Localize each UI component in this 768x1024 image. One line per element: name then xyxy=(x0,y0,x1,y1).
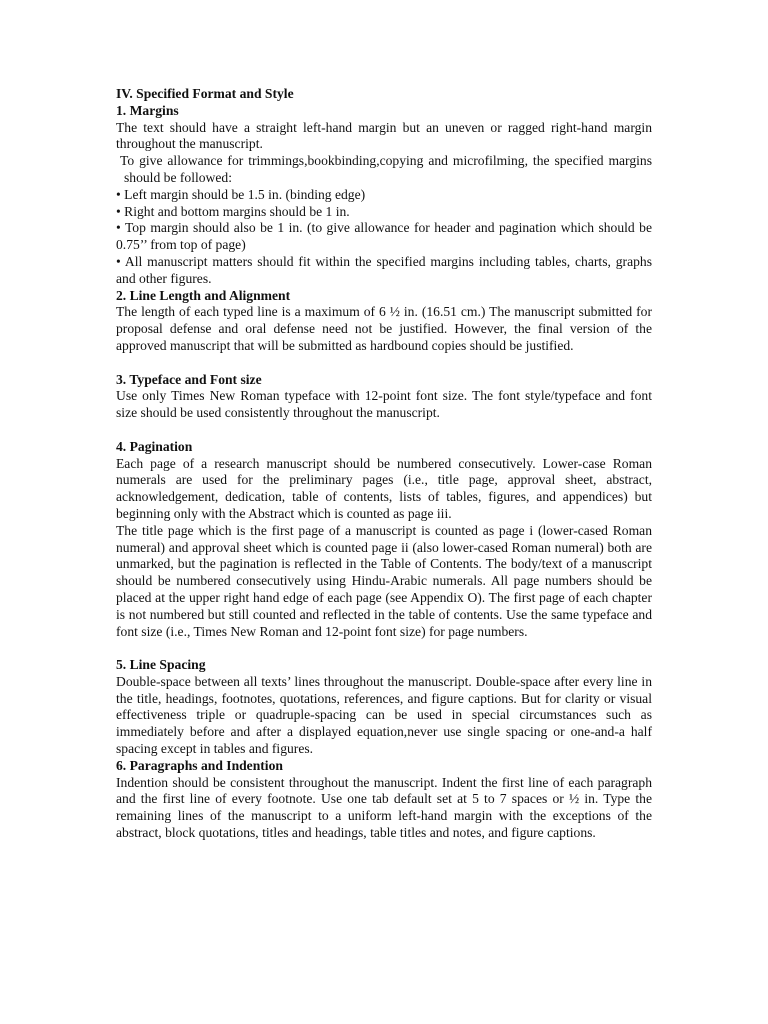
spacer xyxy=(116,640,652,657)
margins-paragraph-2: To give allowance for trimmings,bookbinding,copying and microfilming, the specified margins should be followed: xyxy=(120,153,652,185)
heading-paragraphs: 6. Paragraphs and Indention xyxy=(116,757,283,773)
spacer xyxy=(116,355,652,372)
margins-bullet-fit: • All manuscript matters should fit within the specified margins including tables, charts, graphs and other figures. xyxy=(116,253,652,286)
section-title: IV. Specified Format and Style xyxy=(116,86,294,101)
line-spacing-paragraph: Double-space between all texts’ lines throughout the manuscript. Double-space after every line in the title, headings, footnotes, quotations, references, and figure captions. But for clarity or visual effectiveness triple or quadruple-spacing can be used in special circumstances such as immediately before and after a displayed equation,never use single spacing or one-and-a half spacing except in tables and figures. xyxy=(116,673,652,757)
margins-bullet-left: • Left margin should be 1.5 in. (binding edge) xyxy=(116,186,366,202)
spacer xyxy=(116,422,652,439)
heading-typeface: 3. Typeface and Font size xyxy=(116,371,262,387)
pagination-paragraph-1: Each page of a research manuscript should be numbered consecutively. Lower-case Roman numerals are used for the preliminary pages (i.e., title page, approval sheet, abstract, acknowledgement, dedication, table of contents, lists of tables, figures, and appendices) but beginning only with the Abstract which is counted as page iii. xyxy=(116,455,652,521)
paragraphs-paragraph: Indention should be consistent throughout the manuscript. Indent the first line of each paragraph and the first line of every footnote. Use one tab default set at 5 to 7 spaces or ½ in. Type the remaining lines of the manuscript to a uniform left-hand margin with the exceptions of the abstract, block quotations, titles and headings, table titles and notes, and figure captions. xyxy=(116,774,652,841)
typeface-paragraph: Use only Times New Roman typeface with 12-point font size. The font style/typeface and font size should be used consistently throughout the manuscript. xyxy=(116,388,652,421)
line-length-paragraph: The length of each typed line is a maximum of 6 ½ in. (16.51 cm.) The manuscript submitted for proposal defense and oral defense need not be justified. However, the final version of the approved manuscript that will be submitted as hardbound copies should be justified. xyxy=(116,304,652,353)
margins-bullet-right-bottom: • Right and bottom margins should be 1 in. xyxy=(116,203,350,219)
margins-bullet-top: • Top margin should also be 1 in. (to give allowance for header and pagination which should be 0.75’’ from top of page) xyxy=(116,220,652,253)
heading-line-length: 2. Line Length and Alignment xyxy=(116,287,291,303)
heading-pagination: 4. Pagination xyxy=(116,438,193,454)
margins-paragraph-1: The text should have a straight left-hand margin but an uneven or ragged right-hand margin throughout the manuscript. xyxy=(116,119,652,152)
document-page xyxy=(116,86,652,842)
heading-margins: 1. Margins xyxy=(116,102,179,118)
heading-line-spacing: 5. Line Spacing xyxy=(116,657,206,673)
pagination-paragraph-2: The title page which is the first page of a manuscript is counted as page i (lower-cased Roman numeral) and approval sheet which is counted page ii (also lower-cased Roman numeral) both are unmarked, but the pagination is reflected in the Table of Contents. The body/text of a manuscript should be numbered consecutively using Hindu-Arabic numerals. All page numbers should be placed at the upper right hand edge of each page (see Appendix O). The first page of each chapter is not numbered but still counted and reflected in the table of contents. Use the same typeface and font size (i.e., Times New Roman and 12-point font size) for page numbers. xyxy=(116,522,652,639)
